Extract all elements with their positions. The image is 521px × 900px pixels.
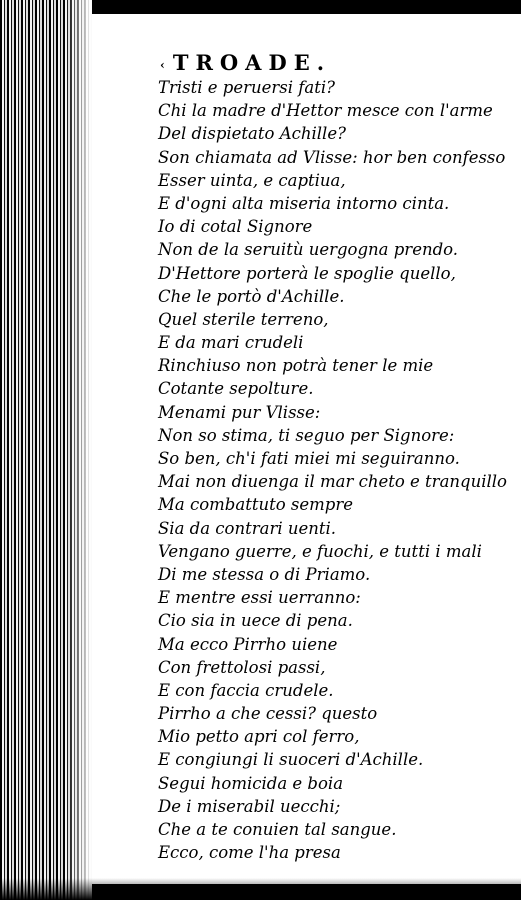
verse-line: Io di cotal Signore xyxy=(158,217,313,237)
verse-text xyxy=(158,76,508,864)
verse-line: So ben, ch'i fati miei mi seguiranno. xyxy=(158,449,460,468)
verse-line: Tristi e peruersi fati? xyxy=(158,78,335,97)
verse-line: Mio petto apri col ferro, xyxy=(158,727,360,747)
verse-line: Cio sia in uece di pena. xyxy=(158,611,353,631)
verse-line: Quel sterile terreno, xyxy=(158,309,329,329)
verse-line: Pirrho a che cessi? questo xyxy=(158,704,378,724)
verse-line: E congiungi li suoceri d'Achille. xyxy=(158,750,424,770)
verse-line: Ecco, come l'ha presa xyxy=(158,843,341,863)
verse-line: Vengano guerre, e fuochi, e tutti i mali xyxy=(158,541,482,561)
verse-line: Segui homicida e boia xyxy=(158,773,344,793)
verse-line: D'Hettore porterà le spoglie quello, xyxy=(158,263,456,283)
verse-line: Che a te conuien tal sangue. xyxy=(158,820,397,839)
verse-line: Chi la madre d'Hettor mesce con l'arme xyxy=(158,101,493,121)
verse-line: Sia da contrari uenti. xyxy=(158,518,337,538)
book-page-edges xyxy=(0,0,92,900)
verse-line: Cotante sepolture. xyxy=(158,379,314,399)
verse-line: Del dispietato Achille? xyxy=(158,124,346,144)
verse-line: Mai non diuenga il mar cheto e tranquillo xyxy=(158,472,507,492)
verse-line: Non de la seruitù uergogna prendo. xyxy=(158,240,459,260)
verse-line: Menami pur Vlisse: xyxy=(158,402,321,422)
verse-line: E mentre essi uerranno: xyxy=(158,588,361,608)
running-header xyxy=(160,50,410,75)
verse-line: E con faccia crudele. xyxy=(158,680,334,700)
verse-line: Rinchiuso non potrà tener le mie xyxy=(158,356,434,376)
verse-line: E da mari crudeli xyxy=(158,333,304,353)
header-mark: ‹ xyxy=(160,57,165,72)
verse-line: Non so stima, ti seguo per Signore: xyxy=(158,425,455,445)
verse-line: Son chiamata ad Vlisse: hor ben confesso xyxy=(158,147,506,167)
bottom-edge-shadow xyxy=(0,878,521,900)
verse-line: Di me stessa o di Priamo. xyxy=(158,564,371,584)
header-title: TROADE. xyxy=(172,50,332,75)
verse-line: Che le portò d'Achille. xyxy=(158,286,345,306)
verse-line: Ma ecco Pirrho uiene xyxy=(158,634,338,654)
verse-line: Ma combattuto sempre xyxy=(158,495,353,515)
verse-line: De i miserabil uecchi; xyxy=(158,796,341,816)
verse-line: Con frettolosi passi, xyxy=(158,657,326,677)
verse-line: Esser uinta, e captiua, xyxy=(158,170,346,190)
verse-line: E d'ogni alta miseria intorno cinta. xyxy=(158,193,450,213)
